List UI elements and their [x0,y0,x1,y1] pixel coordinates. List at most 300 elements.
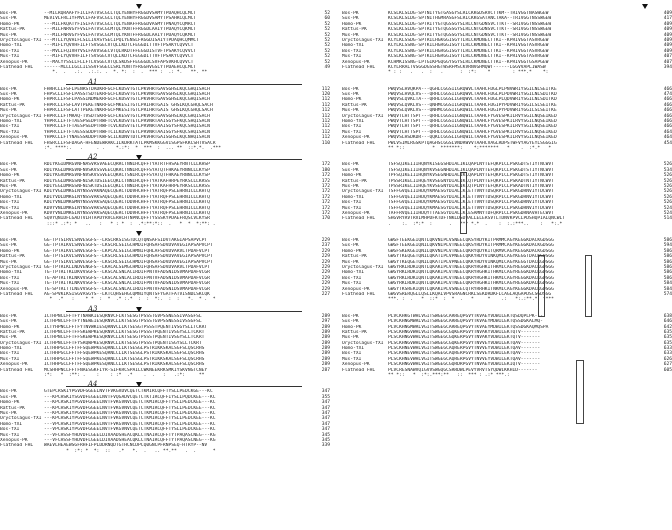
sequence-text: PLSCKHNGVWHLVGITSWGEGCGQKERPGVYTNVAKYVDWILEKTQTV------- [388,329,541,335]
species-name: Rattus-PK [342,254,367,260]
residue-number: 52 [324,54,330,60]
species-name: Mus-fXI [342,356,362,362]
domain-span-line [66,84,302,85]
residue-number: 514 [663,216,672,222]
sequence-text: PLVCRESNAWVQIGVVSWGQGCSRRDWLPEVYVRVTSYQDWIKKHID------- [388,367,538,373]
residue-number: 526 [663,183,672,189]
sequence-text: ICTHPNCLFFTFYTNEWEIESQRNVCLLKTSESGTPSSSTGVPSSNESSIVSSGFSL [44,319,202,325]
residue-number: 347 [321,389,330,395]
species-name: Mus-PK [342,335,359,341]
sequence-text: ICTHPNCLFFTFFSKEWPKESQRNVCLLKTSESGTPSSSTPQENTIVSGYSLLTCKRT [44,329,205,335]
sequence-text: YHPKCLLFTYNAESSKDDPTKWFSCILKDNVTDTLPKVHRTGAISGHSLKQCNHQISACN [44,135,210,141]
species-name: Flathead FHL [342,367,376,373]
residue-number: 409 [663,48,672,54]
sequence-text: PWQVSLHVQLVS---QRHLCGGSIIGRQWVLTAAHCFDGLPLPDVWRIYSGILNLSDITKD [388,92,557,98]
species-name: Homo-PK [0,248,20,254]
species-name: Homo-PK [342,97,362,103]
sequence-text: ---KPCHSKIYPGVDFGGEELNVTFVKGVNVCQETCTKMIRCQFFTYSLLPEDCKEE---KC [44,411,216,416]
sequence-text: KCSLKLSLDG-SPTRITYGTQGSSGYSLRLCNTGDNSVCTTKT--SRIVGGTNSSWGEW [388,27,552,33]
species-name: Mus-fXI [342,129,362,135]
alignment-left-column [0,0,336,454]
residue-number: 524 [663,205,672,211]
species-name: Mus-PK [342,259,359,265]
sequence-text: GWGYTKSREKIQNTLQKAKIPLVSNEECQTRYRRHKITNKMICAGYKEGGKDACKGDSGG [388,286,554,292]
sequence-text: KCYLKLSSDG-SPTRILHGKGGISGYTLRLCKMDNECTTKI--KPRIVGGTASVRGEW [388,37,549,43]
sequence-text: RDIYKGVDMRGVNFNVSKVSSVEECQKRCTSNIRCQFFSYATQTFHKAEYRNNCLLKYSP [44,173,210,179]
sequence-text: KCYLKLSSNG-SPTKILHGRGGISGYTLRLCKMDNECTTKI--KPRIVGGTASVRGEW [388,43,549,49]
species-name: Xenopus-PK [342,59,370,65]
species-name: Oryctolagus-fXI [0,265,42,271]
species-name: Homo-fXI [342,270,365,276]
right-alignment-block [342,76,672,152]
sequence-text: PLSCKHNEVWHLVGITSWGEGCAQRERPGVYTNVVEYVDWILEKTQAV------- [388,356,541,362]
domain-label: A2 [88,153,98,162]
residue-number: 229 [321,286,330,292]
species-name: Mus-fXI [342,54,362,60]
conservation-line: . :. :*:* : . *** *.* . : :.:***.. : *:.* [388,221,563,227]
sequence-text: GG-TPTSIKVLSNVESGFS--LKSCRLSEIGCHMDIFQHSAFSDVDVAVEGIAPSAPVCPT [44,259,213,265]
sequence-text: TSFFGVQEIIIHDQYKMAESGYDIALLKLETTVNYTDSQRPICLPSKGDRNVIYTDCWVT [388,205,554,211]
sequence-text: PWLVSIMLRGSKPTQAGHSCGGSLVNDRWVVTAAHCVAGLRDPSTWFVYAGYEYLSGGGIG [388,140,557,146]
sequence-text: TG-APTRITKLNKVVSGFS--LKSCALSNLACIRDIFPNTVFADSNIDSVMAPDAFVCGR [44,275,210,281]
residue-number: 524 [663,210,672,216]
sequence-text: YHPRCLLFTFTAESPSEDPTRWFTCVLKDSVTETLPRVNRTAAISGYSFKQCSHQISACN [44,119,210,125]
species-name: Mus-fXI [342,205,362,211]
residue-number: 466 [663,124,672,130]
residue-number: 409 [663,37,672,43]
residue-highlight-box [576,360,584,424]
species-name: Bos-PK [0,162,17,168]
sequence-text: ---KPCHSKIYSGVDFEGEELNVTFVQGADVCQETCTKTIRCQFFIYSLLPQDCKEE---KC [44,394,216,400]
species-name: Rattus-PK [342,178,367,184]
sequence-text: TPFSQIKEIIIHQNYKVSEGNHDIALIKLQAPLNYTEFQKPICLPSKGDTSTIYTNCWVT [388,173,554,179]
species-name: Xenopus-PK [342,210,370,216]
species-name: Mus-fXI [0,432,20,438]
species-name: Mus-fXI [0,54,20,60]
block-annotation [0,303,336,314]
residue-number: 633 [663,351,672,357]
residue-number: 466 [663,108,672,114]
residue-number: 409 [663,27,672,33]
sequence-text: KDIYVGLDMKGINYNSSVAKNAQECQERCTDDVHCHFFTYATRQFPSLEHRNICLLKHTQ [44,189,210,195]
species-name: Oryctolagus-fXI [0,37,42,43]
sequence-text: ICTYHPNCLFFTFYTNVWKIESQRNVCLLKTSESGTPSSSTPQENTIVSGYSLLTCKRT [44,324,208,330]
species-name: Flathead FHL [0,291,34,297]
sequence-text: PWQVSLQVKLVS---QNHMCGGSIIGRQWILTAAHCFDGIPYPDVWRIYGGILSLSEITKE [388,102,557,108]
residue-number: 635 [663,335,672,341]
sequence-text: KCSLKLSSNG-SPTKILHGRGGISGYTLRLCKMDNECTTKI--KPRIVGGTASVRGEW [388,54,549,60]
residue-number: 584 [663,281,672,287]
conservation-line: *. . .:. .:.:. . *. *: : . *** : .: *. **. ** [44,70,208,76]
species-name: Homo-fXI [342,43,365,49]
sequence-text: ---VPCHSKIYPGVDFGGEELNVTFVKGVNVCQETCTKMIRCQFFTYSLLPEDCKEE---KC [44,421,216,427]
sequence-text: ---KPCHSKIYPGVDFGGEELNVTFVKGVNVCQETCTKMIRCQFFTYSLLPEDCKEE---KC [44,416,216,422]
sequence-text: ---MIFLYQVVHFILFTSVSGECVTQLLKDTCFEGGDITTVFTPSAKYCQVVCT [44,54,194,60]
species-name: Rattus-PK [0,254,25,260]
species-name: Mus-PK [0,32,17,38]
species-name: Bos-fXI [0,427,20,433]
residue-number: 110 [321,140,330,146]
residue-number: 347 [321,427,330,433]
species-name: Sus-PK [0,319,17,325]
species-name: Bos-fXI [0,48,20,54]
conservation-line: * :*: * *: :: .* *. . .. **.** . . * [44,448,216,454]
sequence-text: TG-TPTRITKLNKVVSGFS--LKSCALSNLACIRDIFPNTVFADSNIDSVMAPDAFVCGR [44,281,210,287]
residue-number: 52 [324,59,330,65]
residue-number: 407 [663,59,672,65]
sequence-text: MEVIVLFRLIYFMVCLFAFVSCGCLTQLYENHYFRGGDVSAMYTPSAHRCQLMCT [44,16,197,22]
species-name: Homo-PK [0,97,20,103]
sequence-text: PWQVSLHVQKPA---QGHLCGGSIIGRQWVLTAAHCFDGLPLPNVWRIYSGILNLSEITKE [388,86,557,92]
species-name: Oryctolagus-fXI [342,189,384,195]
residue-number: 237 [321,243,330,249]
sequence-text: ICTHHPGCLFFTFFSQEWPKESQRNLCLLKTSESGLPSTRIKKSKALSGFSLQSCRHS [44,346,205,352]
sequence-text: GWGYRKLRDKIQNTLQKAKIPLVTNEECQKRYRGHKITHKMICAGYREGGKDACKGDSGG [388,265,554,271]
species-name: Oryctolagus-fXI [342,113,384,119]
sequence-text: RDIYEGLDMRGSNFNISKTDSIEECQKLCTNNIHCQFFTYATKAFHRPEYRKSCLLKRSS [44,183,210,189]
species-name: Xenopus-PK [0,362,28,368]
residue-number: 289 [321,335,330,341]
species-name: Xenopus-PK [0,286,28,292]
conservation-line: ** *:: * :*:.***:** :: *** : .:* ***.: [388,373,530,379]
sequence-text: SQVYQNIDFLGADTVLHTAPDYRVCERHCHTNPNCQFFTYSSSKYPDAEFRQSCVLKYSR [44,216,210,222]
sequence-text: TAFFRVQEIIIHDQYTTAESGYDIALLKLESAMNYTDFQRPICLPSKGDRNAVHTECWVT [388,210,554,216]
residue-number: 586 [663,259,672,265]
residue-number: 229 [321,259,330,265]
sequence-text: PWQVTLHTTSPT---QRHLCGGSIIGNQWILTAAHCFYGVESPKILRVYSGILNQSEIKED [388,124,557,130]
species-name: Bos-PK [0,389,17,395]
residue-number: 229 [321,270,330,276]
species-name: Xenopus-PK [0,59,28,65]
species-name: Bos-fXI [0,275,20,281]
residue-number: 172 [321,205,330,211]
residue-number: 229 [321,275,330,281]
sequence-text: KCYLKLSSNG-SPTKILHGRGGISGYTLRLCKMDNECTTKI--KPRIVGGTASVRGEW [388,48,549,54]
sequence-text: GWGFTEEKGEIQNTLQKVNIPLVSNEECQKSYRDYKITPRMMCAGYKEGGKDACKGDSGG [388,238,554,244]
residue-number: 409 [663,21,672,27]
species-name: Rattus-PK [0,329,25,335]
residue-number: 289 [321,346,330,352]
residue-number: 526 [663,173,672,179]
residue-number: 112 [321,119,330,125]
sequence-text: ---VFCHSSFYHDVDFLGEELDIVAADSHEACQKLCTNAIRCQFFTYTPAQASCNEG---KG [44,437,216,443]
species-name: Bos-PK [0,238,17,244]
residue-number: 347 [321,421,330,427]
residue-number: 345 [321,437,330,443]
sequence-text: ------MLLLLGLLILSSVFSGECLSRLYDNTYFRGGHVGSLYTPDAEHCQLMCT [44,64,197,70]
sequence-text: PWQVSLQVKLTA---QRHLCGGSLIGHQWVLTAAHCFDGLPLQDVWRIYSGILNLSDITKD [388,97,557,103]
sequence-text: KDIYVNLDMKGMNYNSSVAKSAQECQERCTDDVHCHFFTYATRQFPSLEHRNICLLKHTQ [44,200,210,206]
residue-number: 289 [321,329,330,335]
sequence-text: YHPRCLLFTFTAESSSDDPTRWFTCILKDSVTETLPRVNRTAAISGYSFKQCSHQISACN [44,129,210,135]
species-name: Sus-PK [0,394,17,400]
species-name: Sus-PK [342,243,359,249]
residue-number: 409 [663,43,672,49]
residue-number: 586 [663,270,672,276]
residue-number: 464 [663,135,672,141]
species-name: Rattus-PK [0,405,25,411]
sequence-text: KCSLKLSLDG-SPTNITHGMRASGFSLRLCKKGSATANCTAKA--TRIVGGTNSSWGEW [388,16,552,22]
residue-number: 586 [663,265,672,271]
residue-number: 586 [663,254,672,260]
residue-number: 112 [321,135,330,141]
block-annotation [342,151,672,162]
sequence-text: FHPRCLLFSFLAVTPEKETNKRFGCFMKESITGTLPRIHRTGAIS GHSLKQCGHQLSACH [44,102,213,108]
sequence-text: FHPRCLLFTMRAQ-TVSDTSKRFGCFLKESVTGTLPKVRRTGAVSGHSLKQCGHQISACH [44,113,210,119]
residue-number: 633 [663,346,672,352]
species-name: Bos-PK [342,238,359,244]
right-alignment-block [342,227,672,303]
sequence-text: TPSSRIKELIIHQEYKVSEGNYDIALIKLQTPLNYTEFQKPICLPSKADTNTIYTNCWVT [388,183,554,189]
block-annotation [0,151,336,162]
species-name: Bos-fXI [342,275,362,281]
species-name: Flathead FHL [342,64,376,70]
species-name: Homo-fXI [0,346,23,352]
residue-number: 534 [663,167,672,173]
right-alignment-block [342,0,672,76]
sequence-text: TG-TPTRITKLDKVVSGFS--LKSCALSNLACIRDIFPNTVFADSNIDSVMAPDAFVCGR [44,270,210,276]
species-name: Mus-fXI [0,281,20,287]
species-name: Homo-PK [0,324,20,330]
domain-label: A3 [88,304,98,313]
residue-number: 52 [324,11,330,16]
block-annotation [0,378,336,389]
sequence-text: KCYLRRALTVSGGDGSSHGTWSRFMSCKVRNVGHMQWT------LGGVVAPLIWASW [388,64,546,70]
species-name: Oryctolagus-fXI [342,340,384,346]
domain-span-line [66,159,302,160]
residue-number: 586 [663,275,672,281]
residue-highlight-box [460,172,467,234]
block-annotation [0,76,336,87]
residue-number: 229 [321,254,330,260]
species-name: Homo-PK [0,173,20,179]
sequence-text: RDIYKGLDMRGVNFNVSKVSSVEECQKRCTNNIRCQFFSYATQTFHKAEYRNNCLLKYSP [44,167,210,173]
species-name: Homo-PK [0,400,20,406]
sequence-text: ---MTLLYQVHIFLSLLIVASYSECIPQLYENSLFRGGDISAIYTPDAQHCQMMCT [44,37,199,43]
species-name: Sus-PK [0,167,17,173]
residue-number: 229 [321,238,330,244]
sequence-text: TSFSQIKEIIIHQNYKISEGSHDIALIKLQAPLNYTEFQKPICLPSKGDTSTIYTNCWVT [388,162,554,168]
residue-number: 409 [663,11,672,16]
conservation-line: * .* : * * : * .* :.* : : *:. : : *. * . * [44,297,216,303]
domain-span-line [66,311,302,312]
species-name: Homo-PK [342,248,362,254]
residue-number: 466 [663,119,672,125]
species-name: Homo-fXI [0,119,23,125]
residue-number: 638 [663,313,672,319]
sequence-text: WAEVLHEAEWSGFRHFIFPLDDRNQDTGTHCNCDPCQ0GNCPFRNPSEQ-HTRYP--NV [44,443,208,449]
domain-span-line [66,386,302,387]
left-alignment-block [0,151,336,227]
sequence-text: TPSSRIKELIIHQEYKVSEGNYDIALIKLQTPLNYTEFQKPICLPSKADTNTIYTNCWVT [388,178,554,184]
residue-number: 635 [663,340,672,346]
species-name: Sus-PK [342,16,359,22]
residue-number: 52 [324,32,330,38]
sequence-text: GWGYRKLRDKIQNTLQKAKIPLVTNEECQKRYRGHKITHKMICAGYREGGKDACKGDSGG [388,281,554,287]
species-name: Rattus-PK [342,102,367,108]
species-name: Oryctolagus-fXI [342,265,384,271]
species-name: Mus-PK [0,411,17,416]
species-name: Mus-PK [342,32,359,38]
residue-number: 394 [663,64,672,70]
block-annotation [0,227,336,238]
species-name: Flathead FHL [0,140,34,146]
sequence-text: TSFFGVQEIIIHDQYKMAESGYDIALLKLETTVNYTDSQRPICLPSKGDRNVIYTDCWVT [388,194,554,200]
residue-number: 52 [324,21,330,27]
residue-number: 526 [663,194,672,200]
species-name: Rattus-PK [0,27,25,33]
species-name: Rattus-PK [342,329,367,335]
residue-number: 594 [663,243,672,249]
species-name: Oryctolagus-fXI [0,189,42,195]
conservation-line: * : : . . : . : :*: * : ***.* *: [388,70,549,76]
species-name: Sus-PK [0,92,17,98]
species-name: Flathead FHL [342,140,376,146]
sequence-text: GWGFTEEKGEIQNILQKVNIPLVTNEECQKSYRDYKITPRMMCAGYKEGGKDACKGDSGG [388,243,554,249]
sequence-text: GG-TPTSIRVLSNVESGFS--LRSCRKSISGTDCQTQNSAFSIDVTAKGIAPSAPVCPT [44,238,208,244]
residue-number: 345 [321,432,330,438]
residue-number: 112 [321,102,330,108]
species-name: Homo-fXI [342,346,365,352]
species-name: Sus-PK [342,92,359,98]
block-annotation [342,303,672,314]
conservation-line: ** *:: * *******: *:******* * . :*.* * [388,145,560,151]
residue-number: 466 [663,86,672,92]
species-name: Bos-fXI [0,124,20,130]
sequence-text: ICTHHPGCLFFTFFSQEWPKESQRNLCLLKTSESGLPSTRIKKSKALSGFSLQSCRHS [44,362,205,368]
species-name: Homo-fXI [0,194,23,200]
conservation-line: :*. ****:. . . . *.:*: * *** : ... ** ::*.*. .*** [44,145,222,151]
sequence-text: YHPRCLLFTFTAESPSEDPTRWFTCVLKDSVTETLPRVNRTAAISGYSFKQCSHQISACN [44,124,210,130]
sequence-text: ICTHPNCLFFTFYTNAWKIESQRNVCFLKTSESGTPSSSTGVPSSNESSIVASGFSL [44,313,202,319]
species-name: Mus-PK [342,183,359,189]
species-name: Mus-PK [0,259,17,265]
residue-number: 586 [663,238,672,244]
sequence-text: MCSHHPNCLFFTFNAESGKFIYR-SIFKRCSPAILCWKNEEKRKSMKIYSKVNGTCNEY [44,367,208,373]
residue-number: 287 [321,367,330,373]
residue-number: 229 [321,248,330,254]
residue-number: 289 [321,340,330,346]
residue-number: 339 [321,443,330,449]
sequence-text: ---VPCHSKIYPGVDFGGEELNVTFVKGVNVCQETCTKMIRCQFFTYSLLPEDCKEE---KC [44,427,216,433]
sequence-text: GWGFSKEKGEIQNILQKVNIPLVTNEECQKRYQDYKITQRMVCAGYKEGGKDACKGDSGG [388,248,554,254]
species-name: Xenopus-PK [342,286,370,292]
sequence-text: PLSCKHNGVWHLVGITSWGEGCGQKERPGVYTNVVEYVDWILEKTQAV------- [388,340,541,346]
residue-number: 172 [321,183,330,189]
residue-number: 454 [663,140,672,146]
residue-number: 605 [663,367,672,373]
species-name: Oryctolagus-fXI [342,37,384,43]
species-name: Bos-fXI [0,200,20,206]
residue-number: 526 [663,162,672,168]
conservation-line: :::* .:*: * .. : * : * : .*:**:*:: . * * *:**: . [44,221,216,227]
species-name: Flathead FHL [0,64,34,70]
sequence-text: TSFFGVQEIIIHDQYKMAESGYDIALLKLETTVNYTDSQRPICLPSKGDRNVIYTDCWVT [388,189,554,195]
species-name: Sus-PK [0,16,17,22]
sequence-text: GWGYTKEQGETQNILQKATIPLVPNEECQKKYRDYVINKQMICAGYKEGGTDACKGDSGG [388,254,554,260]
sequence-text: GG-TPTAIKVLSNVESGFS--LKPCALSEIGCHMNIFQHLAFSDVDVARVLTPDAFVCPT [44,248,210,254]
residue-number: 474 [663,92,672,98]
species-name: Mus-fXI [0,129,20,135]
residue-number: 229 [321,281,330,287]
sequence-text: PWQVSLHSDKDR---QQKLCGGSLIGHQWILTAAHCFYGVESPKILRVYSGILNQSEIKED [388,135,557,141]
residue-number: 112 [321,113,330,119]
residue-number: 120 [321,92,330,98]
left-alignment-block [0,76,336,152]
sequence-text: PLVCKHNGMWRLVGITSWGEGCARREQPGVYTKVAEYMDWILEKTQSSDGKALMQ- [388,319,543,325]
sequence-text: RDIYEGLDMRGSNFNISKTDSIEECQKLCTNNIHCQFFTYATKAFHRPEYRKSCLLKRSS [44,178,210,184]
species-name: Bos-fXI [342,351,362,357]
species-name: Homo-fXI [0,421,23,427]
sequence-text: FHPSCLLFSFLPASSTSDTEKRFGCFLKDSVTGTLPKVNRTGAVSGHSLKQCGHQISACH [44,92,210,98]
residue-number: 289 [321,351,330,357]
residue-number: 172 [321,162,330,168]
sequence-text: KDIYVDLDMKGINYNSSVAKSAQECQERCTDDVHCHFFTYATRQFPSLEHRNICLLKHTQ [44,194,210,200]
sequence-text: PLSCKHNEVWHLVGITSWGEGCAQRERPGVYTNVVEYVDWILEKTQAV------- [388,351,541,357]
residue-number: 52 [324,37,330,43]
sequence-text: KDVYVNLDMKGINYNSSVAKSAQECQERCTDDVHCHFFTYATRQFPSLEHRNICLLKHTQ [44,210,210,216]
sequence-text: TG-SPTRITTLNEVVSGFS--LKSCALSNLACIRDIFPNTVFADSNIDSVMAPDAFVCGR [44,286,210,292]
sequence-text: SHGVRYRVTRVIMHPDFKTDFTNKLDSDVALLELERSVTLTDNVKPVCLPDSHQPIALQNCWLT [388,216,566,222]
species-name: Mus-fXI [342,281,362,287]
residue-number: 347 [321,411,330,416]
species-name: Mus-PK [0,335,17,341]
sequence-text: KCSLKLSLDG-SPTNITYGTGASGYSLRLCKKGDSRVCTTKM--TRIVGGTNASWGEW [388,11,549,16]
species-name: Homo-fXI [342,119,365,125]
species-name: Bos-PK [342,313,359,319]
left-alignment-block [0,227,336,303]
residue-number: 297 [321,319,330,325]
species-name: Mus-PK [342,108,359,114]
sequence-row [0,216,336,221]
residue-highlight-box [585,255,592,317]
species-name: Mus-fXI [0,356,20,362]
species-name: Mus-fXI [0,205,20,211]
species-name: Sus-PK [342,319,359,325]
species-name: Oryctolagus-fXI [0,113,42,119]
residue-number: 466 [663,102,672,108]
species-name: Bos-fXI [342,200,362,206]
residue-number: 407 [663,54,672,60]
species-name: Homo-fXI [0,43,23,49]
residue-number: 172 [321,200,330,206]
alignment-right-column [342,0,672,378]
residue-number: 627 [663,362,672,368]
species-name: Bos-PK [342,162,359,168]
species-name: Bos-fXI [342,124,362,130]
sequence-text: ---VFCHSSFYHDVDFLGEELDIVAADSHEACQKLCTNAIRCQFFTYTPAQASCNEG---KG [44,432,216,438]
sequence-text: ---KPCRSKIYPGVDFGGEELNVTFVKGVNVCQETCTKMIRCQFFTYSLLPEDCKEE---KC [44,400,216,406]
sequence-text: GWGYRKLRDKIQNTLQKAKIPLVTNEECQKRYRGHKITHKMICAGYREGGKDACKGDSGG [388,270,554,276]
cleavage-arrow-icon [136,307,142,312]
sequence-text: GTEPCRSKIYPGVDFGGEELNVTFVKGVDVCQETCTKMIRCQFFTYSLLPEDCKGE---KC [44,389,213,395]
residue-number: 172 [321,178,330,184]
residue-number: 172 [321,189,330,195]
sequence-text: FHRHCLLFSFLPENRSTDADKRFGCFLKDSVTGTLPKVHRTGAVSGHSLKQCGHQISACH [44,86,210,92]
sequence-text: PLSCKHNGVWHLVGITSWGEGCGQRDRPGVYTNVAEYVDWILEKIQTV------- [388,362,541,368]
cleavage-arrow-icon [642,4,648,9]
species-name: Homo-PK [342,324,362,330]
species-name: Homo-fXI [0,270,23,276]
species-name: Bos-PK [0,86,17,92]
sequence-text: ---MVLLFQIVHYVSLFAVVSGECVTQLRKDTFFEGGDISTVFTPSAKYCQVVCT [44,48,197,54]
sequence-text: TSFSQIKEIIIHQNYKVSEGNHDIALIKLQAPLNYTEFQKPICLPSKGDTSTIYTNCWVT [388,167,554,173]
residue-number: 526 [663,200,672,206]
sequence-text: ICTHPNCLFFTFFSKEWPKESQRNVCLLKTSESGTPSSSTPQENTIVSGYSLLTCKRT [44,335,205,341]
residue-number: 49 [324,64,330,70]
sequence-text: ---MILFKQATYFISLFATVSCGCLTQLYENAFFRGGDVASMYTPNAQYCQMRCT [44,21,197,27]
sequence-text: KCHMKISSNG-LPTGIKPGQGGYSGYSLRLCKMDNECTTKI--KPRIVGGTGSAPGEW [388,59,549,65]
